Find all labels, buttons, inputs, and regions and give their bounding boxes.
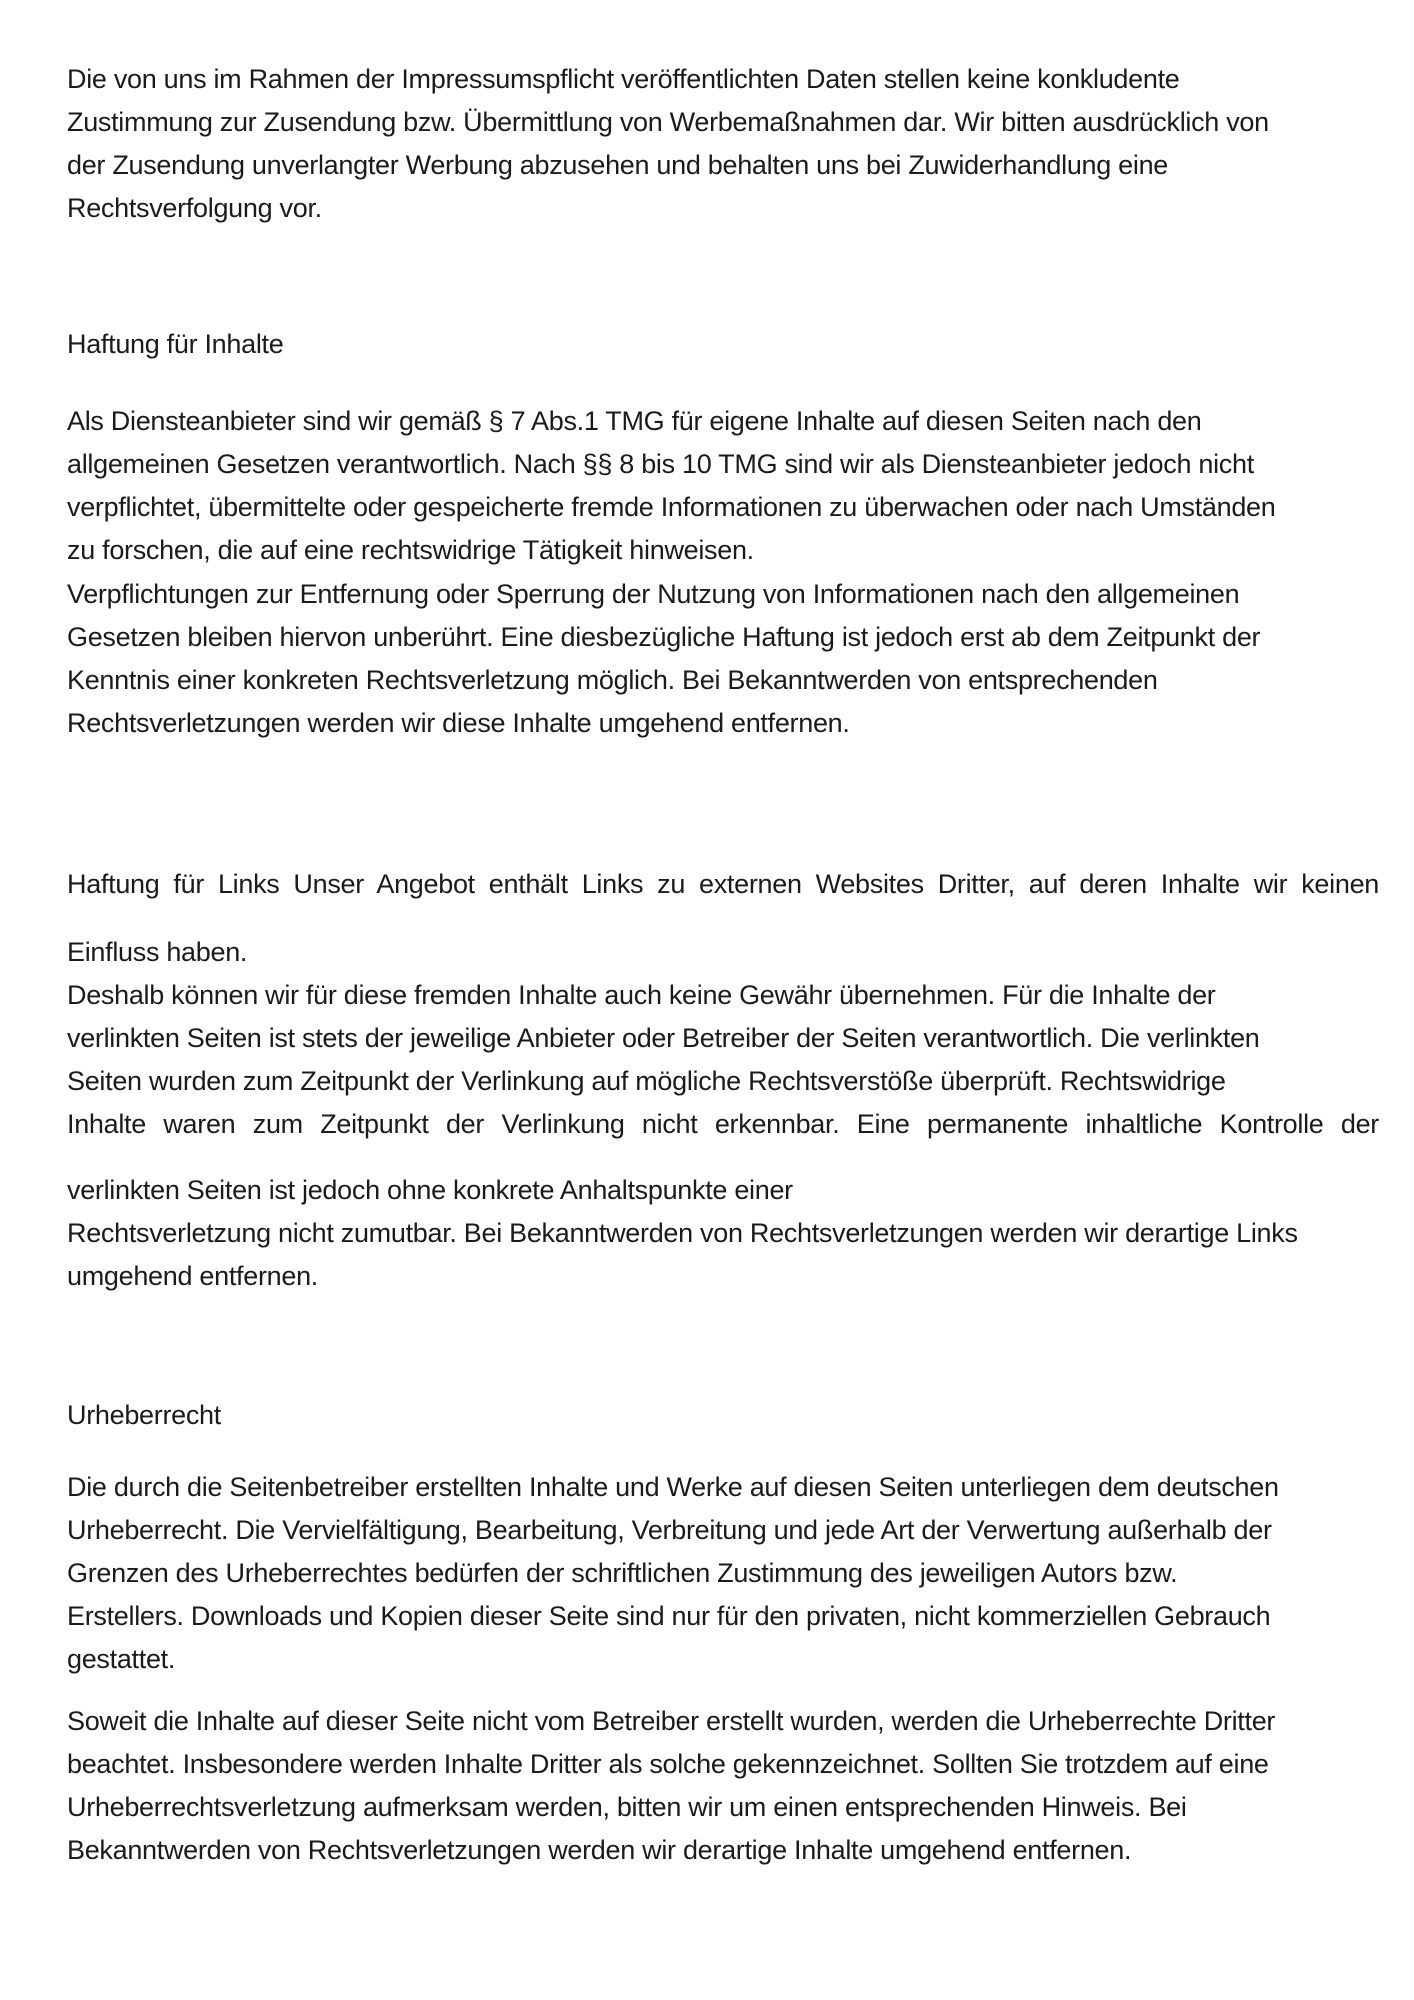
text-line: Rechtsverletzung nicht zumutbar. Bei Bekanntwerden von Rechtsverletzungen werden wir derartige Links	[67, 1218, 1298, 1248]
text-line: gestattet.	[67, 1644, 176, 1674]
text-line: verpflichtet, übermittelte oder gespeicherte fremde Informationen zu überwachen oder nach Umständen	[67, 492, 1276, 522]
text-line: Seiten wurden zum Zeitpunkt der Verlinkung auf mögliche Rechtsverstöße überprüft. Rechtswidrige	[67, 1066, 1226, 1096]
text-line: Soweit die Inhalte auf dieser Seite nicht vom Betreiber erstellt wurden, werden die Urheberrechte Dritter	[67, 1706, 1276, 1736]
heading-haftung-fuer-inhalte	[67, 323, 1379, 366]
text-line: Kenntnis einer konkreten Rechtsverletzung möglich. Bei Bekanntwerden von entsprechenden	[67, 665, 1158, 695]
haftung-links-paragraph-2	[67, 1169, 1379, 1298]
text-line: Zustimmung zur Zusendung bzw. Übermittlung von Werbemaßnahmen dar. Wir bitten ausdrücklich von	[67, 107, 1269, 137]
haftung-inhalte-paragraph-1	[67, 400, 1379, 572]
text-line: Erstellers. Downloads und Kopien dieser Seite sind nur für den privaten, nicht kommerziellen Gebrauch	[67, 1601, 1271, 1631]
heading-urheberrecht	[67, 1394, 1379, 1437]
text-line: allgemeinen Gesetzen verantwortlich. Nach §§ 8 bis 10 TMG sind wir als Diensteanbieter jedoch nicht	[67, 449, 1254, 479]
text-line: Urheberrecht. Die Vervielfältigung, Bearbeitung, Verbreitung und jede Art der Verwertung außerhalb der	[67, 1515, 1272, 1545]
text-line: Inhalte waren zum Zeitpunkt der Verlinkung nicht erkennbar. Eine permanente inhaltliche Kontrolle der	[67, 1109, 1379, 1139]
haftung-links-paragraph-1	[67, 931, 1379, 1146]
text-line: umgehend entfernen.	[67, 1261, 318, 1291]
text-line: Haftung für Links Unser Angebot enthält Links zu externen Websites Dritter, auf deren Inhalte wir keinen	[67, 869, 1379, 899]
urheberrecht-paragraph-1	[67, 1466, 1379, 1681]
text-line: Als Diensteanbieter sind wir gemäß § 7 Abs.1 TMG für eigene Inhalte auf diesen Seiten nach den	[67, 406, 1202, 436]
text-line: Die von uns im Rahmen der Impressumspflicht veröffentlichten Daten stellen keine konkludente	[67, 64, 1180, 94]
impressum-werbung-paragraph	[67, 58, 1379, 230]
text-line: Urheberrecht	[67, 1400, 221, 1430]
text-line: Urheberrechtsverletzung aufmerksam werden, bitten wir um einen entsprechenden Hinweis. Bei	[67, 1792, 1187, 1822]
text-line: Rechtsverfolgung vor.	[67, 193, 322, 223]
text-line: Haftung für Inhalte	[67, 329, 284, 359]
text-line: Gesetzen bleiben hiervon unberührt. Eine diesbezügliche Haftung ist jedoch erst ab dem Zeitpunkt der	[67, 622, 1261, 652]
text-line: verlinkten Seiten ist stets der jeweilige Anbieter oder Betreiber der Seiten verantwortlich. Die verlinkten	[67, 1023, 1260, 1053]
text-line: Einfluss haben.	[67, 937, 248, 967]
haftung-inhalte-paragraph-2	[67, 573, 1379, 745]
haftung-links-intro-line	[67, 863, 1379, 906]
text-line: Grenzen des Urheberrechtes bedürfen der schriftlichen Zustimmung des jeweiligen Autors bzw.	[67, 1558, 1178, 1588]
text-line: Rechtsverletzungen werden wir diese Inhalte umgehend entfernen.	[67, 708, 850, 738]
text-line: Verpflichtungen zur Entfernung oder Sperrung der Nutzung von Informationen nach den allgemeinen	[67, 579, 1240, 609]
text-line: Deshalb können wir für diese fremden Inhalte auch keine Gewähr übernehmen. Für die Inhalte der	[67, 980, 1216, 1010]
text-line: Die durch die Seitenbetreiber erstellten Inhalte und Werke auf diesen Seiten unterliegen dem deutschen	[67, 1472, 1279, 1502]
text-line: verlinkten Seiten ist jedoch ohne konkrete Anhaltspunkte einer	[67, 1175, 793, 1205]
text-line: Bekanntwerden von Rechtsverletzungen werden wir derartige Inhalte umgehend entfernen.	[67, 1835, 1132, 1865]
urheberrecht-paragraph-2	[67, 1700, 1379, 1872]
text-line: zu forschen, die auf eine rechtswidrige Tätigkeit hinweisen.	[67, 535, 754, 565]
text-line: der Zusendung unverlangter Werbung abzusehen und behalten uns bei Zuwiderhandlung eine	[67, 150, 1169, 180]
text-line: beachtet. Insbesondere werden Inhalte Dritter als solche gekennzeichnet. Sollten Sie trotzdem auf eine	[67, 1749, 1269, 1779]
